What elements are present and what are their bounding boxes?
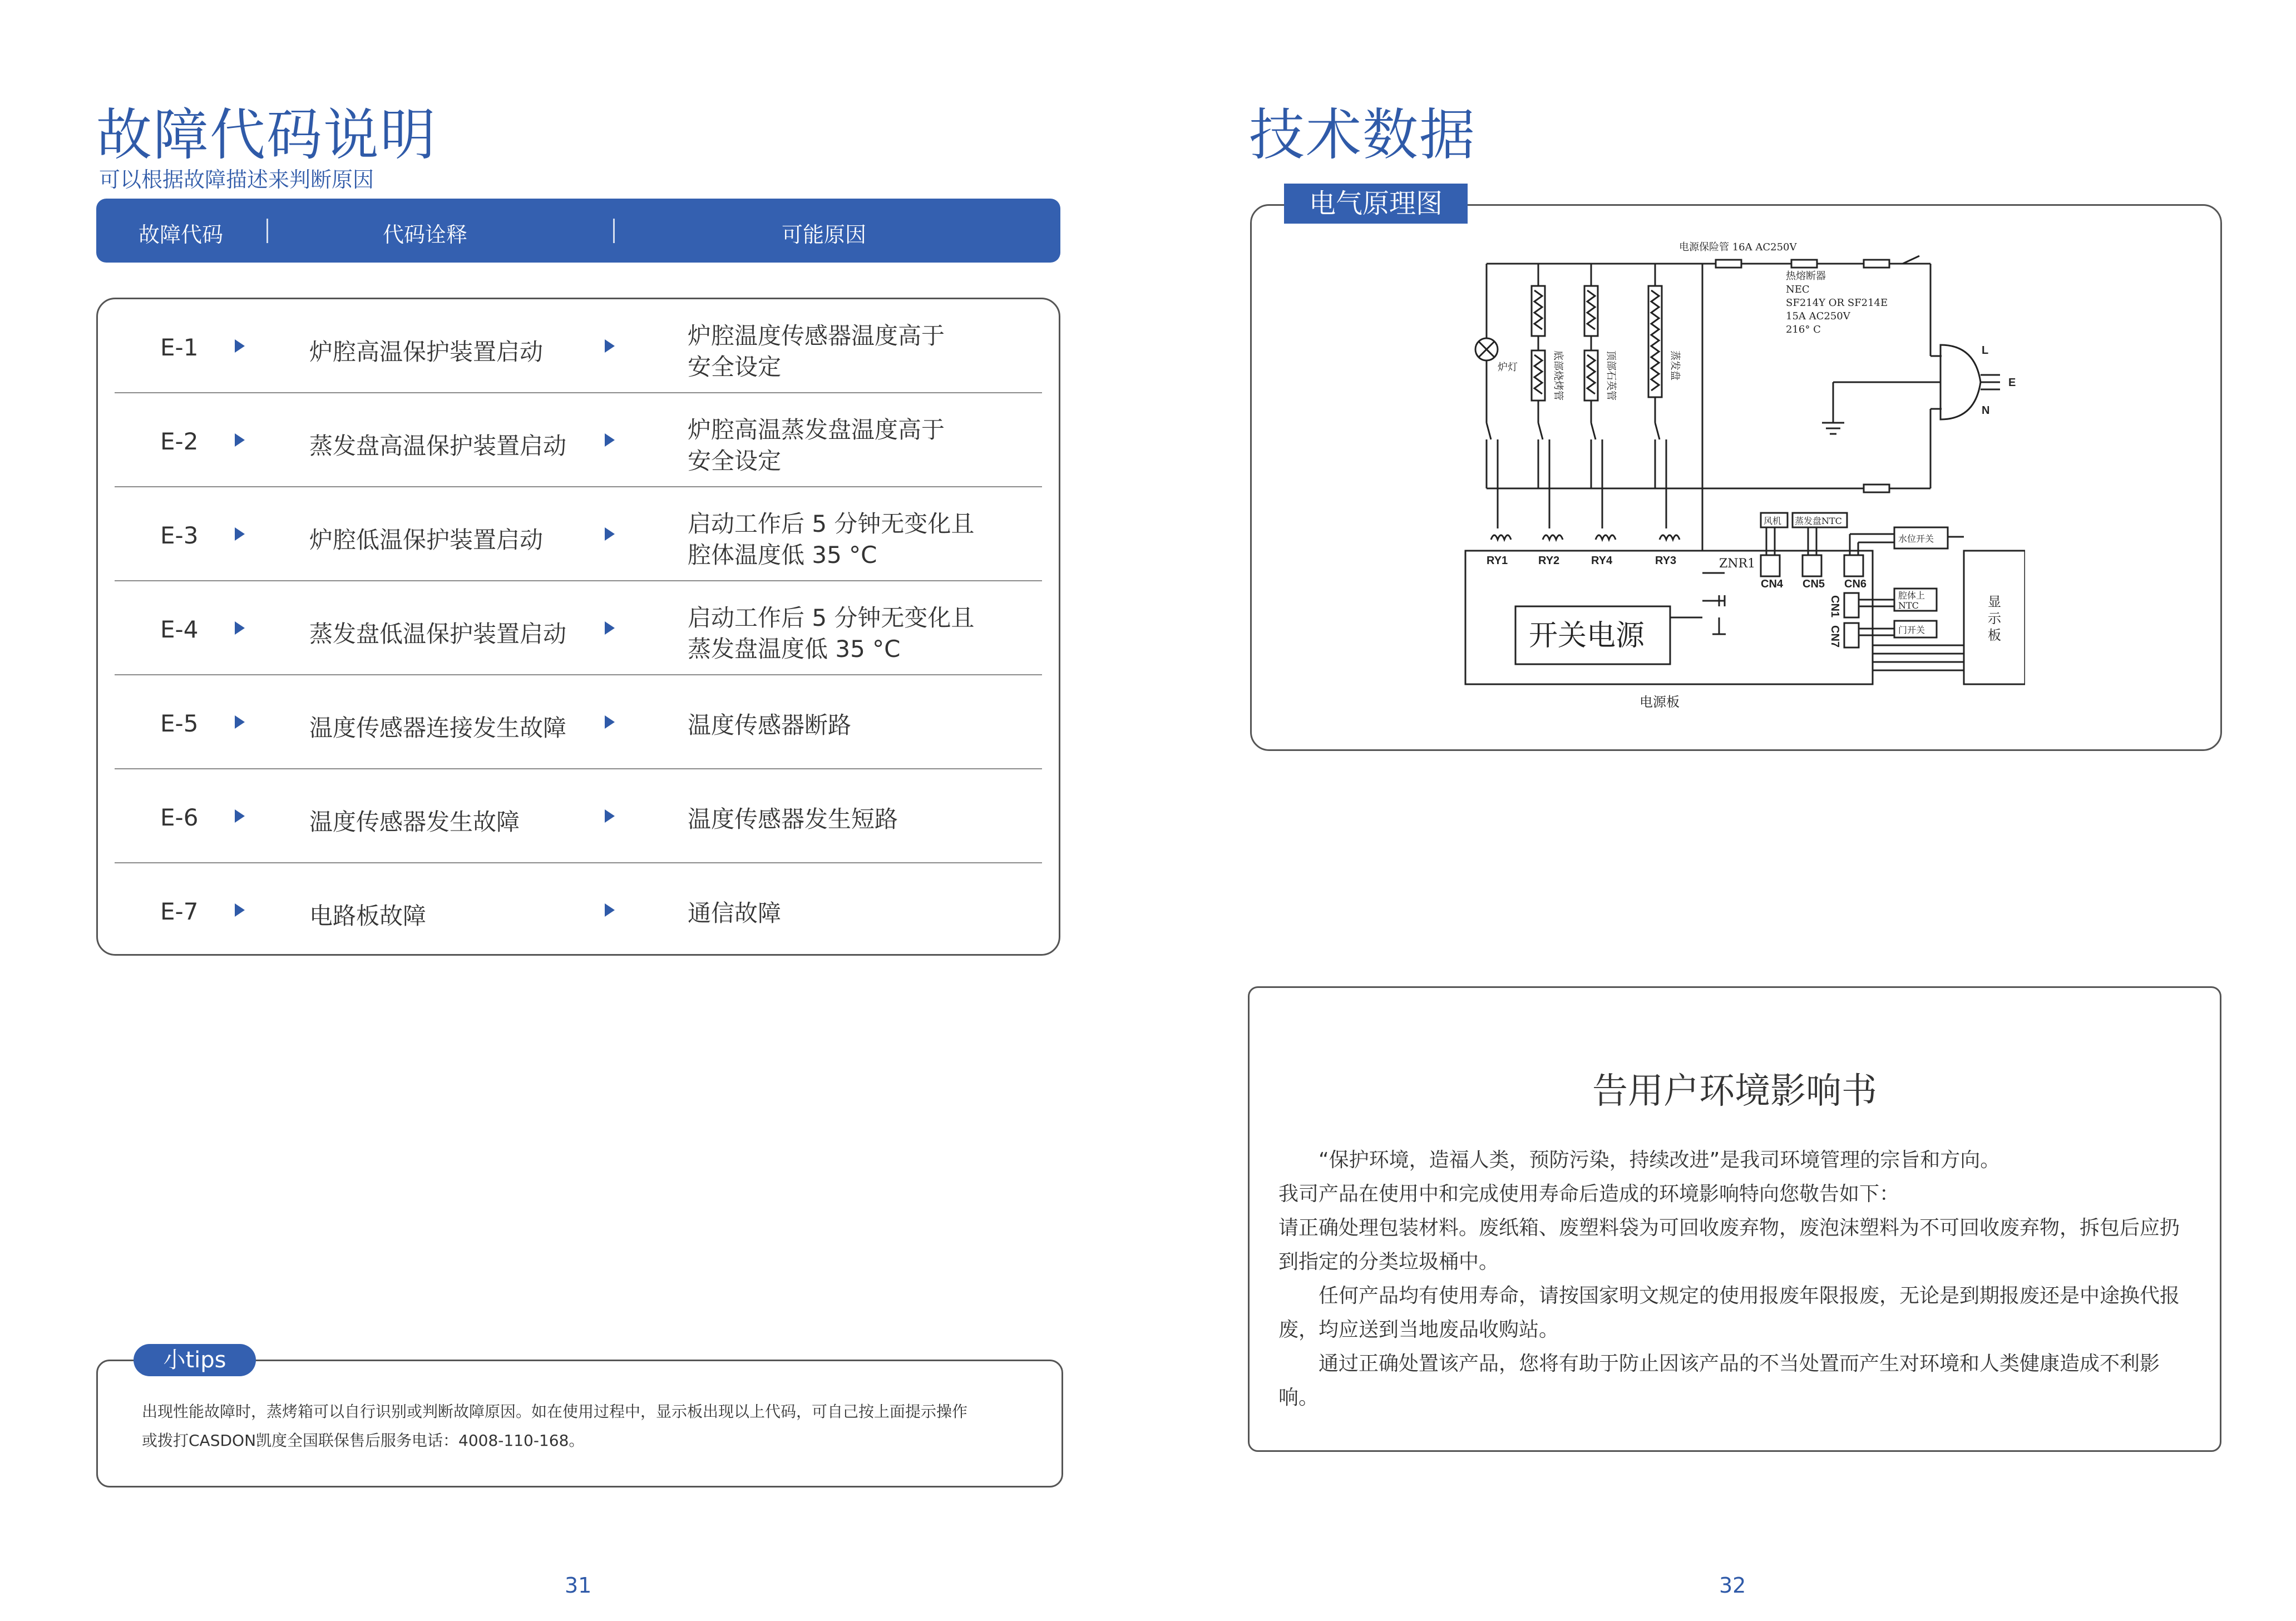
- connector-label: CN1: [1829, 595, 1841, 618]
- connector-label: CN6: [1844, 578, 1867, 590]
- connector-cn5: [1803, 555, 1821, 576]
- triangle-right-icon: [235, 339, 245, 353]
- relay-label: RY1: [1487, 555, 1508, 567]
- fault-cause: 炉腔高温蒸发盘温度高于 安全设定: [688, 416, 945, 475]
- thermal-fuse-icon: [1791, 260, 1817, 268]
- notice-paragraph: 请正确处理包装材料。废纸箱、废塑料袋为可回收废弃物，废泡沫塑料为不可回收废弃物，拆包后应扔到指定的分类垃圾桶中。: [1278, 1217, 2180, 1273]
- relay-contact-icon: [1487, 423, 1491, 439]
- cavity-ntc-label: 腔体上: [1898, 590, 1925, 601]
- connector-cn6: [1844, 555, 1863, 576]
- circuit-diagram: [1458, 239, 2025, 729]
- header-divider: [613, 219, 615, 243]
- thermal-fuse-label: 15A AC250V: [1786, 310, 1850, 322]
- fault-cause: 炉腔温度传感器温度高于 安全设定: [688, 322, 945, 380]
- notice-paragraph: 我司产品在使用中和完成使用寿命后造成的环境影响特向您敬告如下：: [1278, 1183, 1900, 1205]
- fault-code: E-3: [160, 522, 199, 549]
- environment-notice-title: 告用户环境影响书: [1592, 1071, 1877, 1112]
- heater-icon: [1648, 286, 1662, 397]
- thermal-fuse-icon: [1864, 260, 1889, 268]
- heater-label: 蒸发盘: [1669, 350, 1681, 380]
- plug-pin-label: N: [1982, 404, 1990, 417]
- plug-pin-label: L: [1982, 344, 1989, 357]
- connector-cn4: [1761, 555, 1780, 576]
- table-row: [115, 393, 1042, 487]
- page-subtitle: 可以根据故障描述来判断原因: [99, 167, 374, 192]
- fault-description: 温度传感器发生故障: [309, 808, 520, 836]
- triangle-right-icon: [235, 903, 245, 917]
- fault-code: E-7: [160, 898, 199, 925]
- page-title: 技术数据: [1249, 102, 1476, 167]
- circuit-tag: 电气原理图: [1284, 184, 1468, 224]
- page-number: 31: [565, 1573, 592, 1598]
- tips-text: [142, 1397, 1032, 1455]
- thermal-fuse-label: SF214Y OR SF214E: [1786, 297, 1888, 309]
- fault-description: 炉腔高温保护装置启动: [309, 338, 544, 365]
- tips-line: 或拨打CASDON凯度全国联保售后服务电话：4008-110-168。: [142, 1431, 585, 1450]
- table-row: [115, 769, 1042, 863]
- triangle-right-icon: [605, 715, 615, 729]
- water-switch-label: 水位开关: [1898, 533, 1934, 544]
- relay-coil-icon: [1660, 535, 1680, 540]
- triangle-right-icon: [605, 621, 615, 635]
- fault-cause: 通信故障: [688, 900, 782, 927]
- header-possible-cause: 可能原因: [782, 223, 867, 247]
- header-divider: [266, 219, 268, 243]
- relay-coil-icon: [1491, 535, 1511, 540]
- fault-description: 炉腔低温保护装置启动: [309, 526, 544, 553]
- triangle-right-icon: [605, 903, 615, 917]
- relay-label: RY4: [1591, 555, 1613, 567]
- door-switch-label: 门开关: [1898, 625, 1925, 635]
- thermal-fuse-label: NEC: [1786, 284, 1810, 295]
- table-row: [115, 675, 1042, 769]
- fault-description: 蒸发盘高温保护装置启动: [309, 432, 567, 459]
- header-code-meaning: 代码诠释: [383, 223, 468, 247]
- display-board-label: 示: [1988, 611, 2001, 626]
- environment-notice-body: [1278, 1143, 2194, 1415]
- znr-label: ZNR1: [1719, 557, 1756, 571]
- relay-label: RY2: [1538, 555, 1560, 567]
- display-board-label: 板: [1988, 627, 2001, 643]
- notice-paragraph: 任何产品均有使用寿命，请按国家明文规定的使用报废年限报废，无论是到期报废还是中途换代报废，均应送到当地废品收购站。: [1278, 1284, 2180, 1341]
- fault-cause: 温度传感器发生短路: [688, 805, 898, 833]
- fault-description: 蒸发盘低温保护装置启动: [309, 620, 567, 648]
- relay-contact-icon: [1538, 423, 1543, 439]
- switch-psu-label: 开关电源: [1529, 619, 1645, 653]
- fault-description: 电路板故障: [309, 902, 427, 930]
- power-board-label: 电源板: [1640, 694, 1680, 710]
- fault-cause: 启动工作后 5 分钟无变化且 腔体温度低 35 °C: [688, 510, 975, 569]
- triangle-right-icon: [235, 809, 245, 823]
- evap-ntc-label: 蒸发盘NTC: [1795, 516, 1842, 526]
- fault-cause: 温度传感器断路: [688, 711, 852, 739]
- table-row: [115, 299, 1042, 393]
- table-row: [115, 863, 1042, 957]
- fault-code: E-1: [160, 334, 199, 361]
- relay-contact-icon: [1655, 423, 1660, 439]
- fault-description: 温度传感器连接发生故障: [309, 714, 567, 742]
- header-fault-code: 故障代码: [139, 223, 224, 247]
- fault-cause: 启动工作后 5 分钟无变化且 蒸发盘温度低 35 °C: [688, 604, 975, 663]
- triangle-right-icon: [235, 621, 245, 635]
- connector-label: CN5: [1803, 578, 1825, 590]
- plug-pin-label: E: [2008, 377, 2016, 389]
- triangle-right-icon: [605, 433, 615, 447]
- table-header: [96, 199, 1060, 263]
- page-title: 故障代码说明: [96, 102, 437, 167]
- fault-code-card: [96, 298, 1060, 956]
- plug-icon: [1941, 345, 1981, 419]
- fuse-icon: [1716, 260, 1741, 268]
- connector-label: CN7: [1829, 625, 1841, 648]
- triangle-right-icon: [605, 527, 615, 541]
- fault-code: E-5: [160, 710, 199, 737]
- relay-coil-icon: [1543, 535, 1563, 540]
- relay-label: RY3: [1655, 555, 1677, 567]
- triangle-right-icon: [605, 339, 615, 353]
- switch-icon: [1903, 256, 1919, 264]
- table-row: [115, 581, 1042, 675]
- relay-contact-icon: [1591, 423, 1596, 439]
- display-board-label: 显: [1988, 594, 2001, 610]
- triangle-right-icon: [235, 433, 245, 447]
- table-row: [115, 487, 1042, 581]
- triangle-right-icon: [605, 809, 615, 823]
- fan-label: 风机: [1764, 516, 1782, 526]
- triangle-right-icon: [235, 715, 245, 729]
- notice-paragraph: 通过正确处置该产品，您将有助于防止因该产品的不当处置而产生对环境和人类健康造成不利影响。: [1278, 1352, 2160, 1409]
- lamp-label: 炉灯: [1498, 362, 1518, 373]
- tips-line: 出现性能故障时，蒸烤箱可以自行识别或判断故障原因。如在使用过程中，显示板出现以上代码，可自己按上面提示操作: [142, 1402, 968, 1421]
- tips-tag: 小tips: [134, 1344, 256, 1376]
- relay-coil-icon: [1596, 535, 1616, 540]
- heater-label: 底部烧烤管: [1552, 350, 1564, 401]
- thermal-fuse-label: 216° C: [1786, 324, 1821, 335]
- fault-code: E-4: [160, 616, 199, 643]
- fuse-icon: [1864, 485, 1889, 492]
- page-number: 32: [1719, 1573, 1746, 1598]
- triangle-right-icon: [235, 527, 245, 541]
- fault-code: E-2: [160, 428, 199, 455]
- connector-label: CN4: [1761, 578, 1784, 590]
- fault-code: E-6: [160, 804, 199, 831]
- thermal-fuse-label: 热熔断器: [1786, 270, 1826, 282]
- fuse-label: 电源保险管 16A AC250V: [1679, 241, 1797, 253]
- connector-cn1: [1844, 593, 1859, 617]
- heater-label: 顶部石英管: [1605, 350, 1617, 401]
- connector-cn7: [1844, 623, 1859, 648]
- notice-paragraph: “保护环境，造福人类，预防污染，持续改进”是我司环境管理的宗旨和方向。: [1319, 1149, 2001, 1172]
- cavity-ntc-label: NTC: [1898, 600, 1919, 611]
